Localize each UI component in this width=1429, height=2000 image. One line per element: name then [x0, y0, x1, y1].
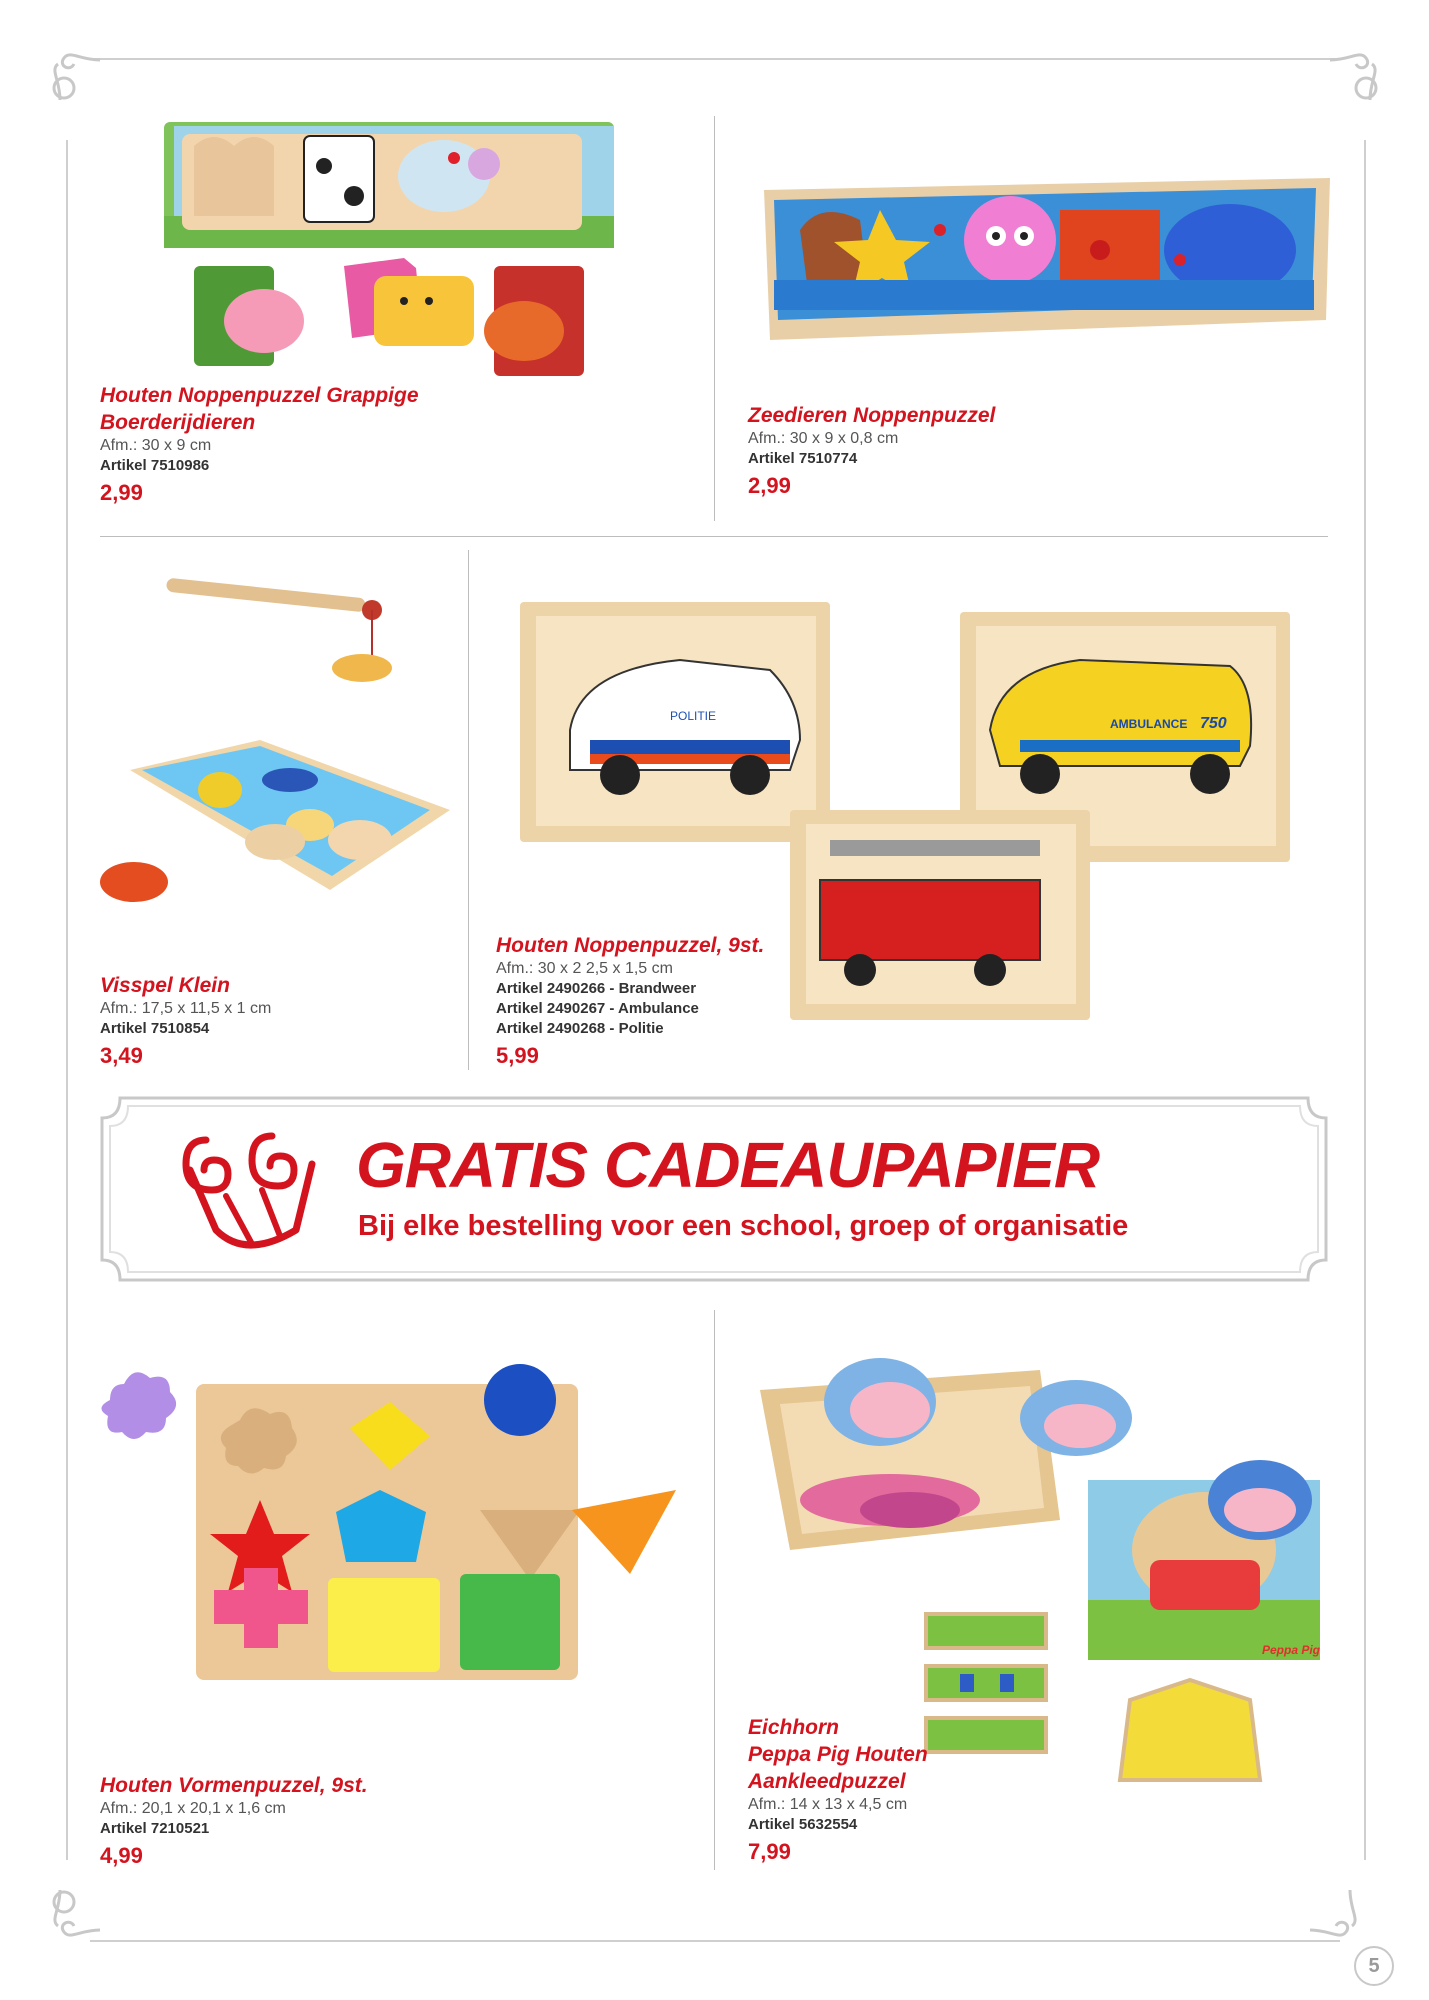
product-title: Houten Vormenpuzzel, 9st. [100, 1774, 368, 1797]
product-card-visspel[interactable] [100, 570, 460, 1070]
product-dimensions: Afm.: 20,1 x 20,1 x 1,6 cm [100, 1800, 286, 1817]
frame-bottom [90, 1940, 1340, 1942]
peppa-brand-label: Peppa Pig [1262, 1643, 1321, 1657]
product-article: Artikel 7510986 [100, 457, 210, 474]
product-price: 7,99 [748, 1839, 791, 1864]
banner-subtitle: Bij elke bestelling voor een school, groep of organisatie [358, 1210, 1129, 1242]
product-price: 5,99 [496, 1043, 539, 1068]
product-article: Artikel 7510854 [100, 1020, 210, 1037]
product-card-voertuigen[interactable] [490, 570, 1330, 1080]
product-article: Artikel 2490267 - Ambulance [496, 1000, 699, 1017]
frame-right [1364, 140, 1366, 1860]
product-price: 2,99 [100, 480, 143, 505]
ornament-corner-icon [40, 1880, 110, 1950]
frame-left [66, 140, 68, 1860]
divider-horizontal-row1 [100, 536, 1328, 537]
product-title-line-3: Aankleedpuzzel [748, 1770, 906, 1793]
vehicle-label-politie: POLITIE [670, 709, 717, 723]
gift-wrap-roll-icon [176, 1120, 326, 1260]
product-price: 2,99 [748, 473, 791, 498]
product-article: Artikel 7210521 [100, 1820, 210, 1837]
product-dimensions: Afm.: 30 x 2 2,5 x 1,5 cm [496, 960, 673, 977]
banner-title: GRATIS CADEAUPAPIER [356, 1129, 1100, 1201]
product-article: Artikel 7510774 [748, 450, 858, 467]
divider-vertical-row3 [714, 1310, 715, 1870]
product-article: Artikel 2490268 - Politie [496, 1020, 664, 1037]
product-title-line-1: Eichhorn [748, 1716, 840, 1739]
product-price: 4,99 [100, 1843, 143, 1868]
promo-banner [100, 1096, 1328, 1282]
ornament-corner-icon [1300, 1880, 1370, 1950]
product-price: 3,49 [100, 1043, 143, 1068]
divider-vertical-row2 [468, 550, 469, 1070]
ornament-corner-icon [1320, 40, 1390, 110]
vehicle-label-ambulance: AMBULANCE [1110, 717, 1188, 731]
product-card-zeedieren[interactable] [740, 110, 1340, 520]
product-image-vormen [100, 1360, 700, 1700]
product-dimensions: Afm.: 30 x 9 x 0,8 cm [748, 430, 899, 447]
product-card-peppa[interactable] [740, 1330, 1340, 1880]
product-title: Houten Noppenpuzzel Grappige Boerderijdieren [100, 384, 419, 434]
product-title: Visspel Klein [100, 974, 230, 997]
vehicle-label-ambulance-number: 750 [1200, 715, 1227, 732]
product-dimensions: Afm.: 17,5 x 11,5 x 1 cm [100, 1000, 272, 1017]
divider-vertical-row1 [714, 116, 715, 521]
product-card-vormen[interactable] [100, 1360, 700, 1880]
product-dimensions: Afm.: 14 x 13 x 4,5 cm [748, 1796, 908, 1813]
frame-top [90, 58, 1340, 60]
product-image-boerderij [164, 116, 624, 386]
product-article: Artikel 2490266 - Brandweer [496, 980, 697, 997]
page-number: 5 [1354, 1946, 1394, 1986]
product-dimensions: Afm.: 30 x 9 cm [100, 437, 212, 454]
product-title: Houten Noppenpuzzel, 9st. [496, 934, 765, 957]
ornament-corner-icon [40, 40, 110, 110]
product-card-boerderij[interactable] [100, 110, 700, 520]
product-article: Artikel 5632554 [748, 1816, 858, 1833]
product-title: Zeedieren Noppenpuzzel [748, 404, 996, 427]
product-image-zeedieren [760, 170, 1330, 370]
product-image-visspel [100, 570, 450, 930]
product-title-line-2: Peppa Pig Houten [748, 1743, 928, 1766]
